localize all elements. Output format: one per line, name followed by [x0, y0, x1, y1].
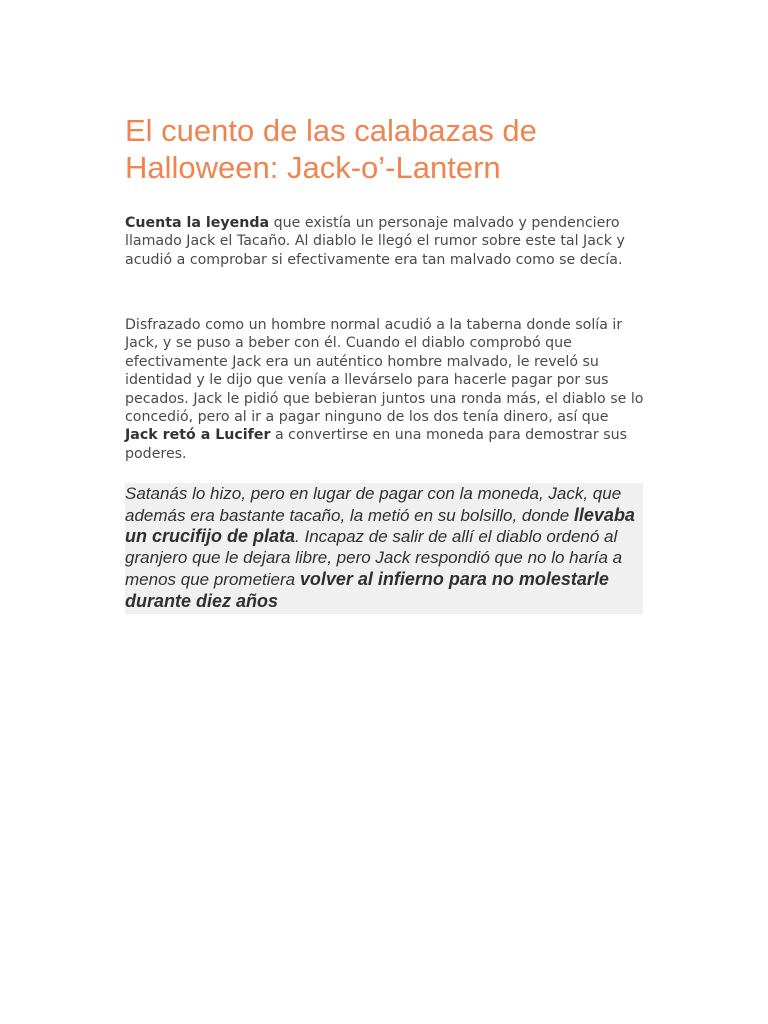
quote-text-middle: . Incapaz de salir de allí el diablo ordenó al granjero que le dejara libre, pero Jack respondió que no lo haría a menos que prometiera	[125, 527, 623, 589]
quote-bold-hell: volver al infierno para no molestarle durante diez años	[125, 568, 609, 611]
paragraph-tavern-text-after: a convertirse en una moneda para demostrar sus poderes.	[125, 427, 627, 462]
paragraph-tavern	[125, 316, 645, 463]
quote-bold-crucifix: llevaba un crucifijo de plata	[125, 504, 635, 547]
quote-text-before: Satanás lo hizo, pero en lugar de pagar con la moneda, Jack, que además era bastante tacaño, la metió en su bolsillo, donde	[125, 484, 622, 525]
paragraph-intro-text: que existía un personaje malvado y pendenciero llamado Jack el Tacaño. Al diablo le llegó el rumor sobre este tal Jack y acudió a comprobar si efectivamente era tan malvado como se decía.	[125, 215, 625, 268]
paragraph-intro-bold: Cuenta la leyenda	[125, 215, 270, 231]
paragraph-tavern-bold: Jack retó a Lucifer	[125, 427, 271, 444]
paragraph-tavern-text-before: Disfrazado como un hombre normal acudió a la taberna donde solía ir Jack, y se puso a beber con él. Cuando el diablo comprobó que efectivamente Jack era un auténtico hombre malvado, le reveló su identidad y le dijo que venía a llevárselo para hacerle pagar por sus pecados. Jack le pidió que bebieran juntos una ronda más, el diablo se lo concedió, pero al ir a pagar ninguno de los dos tenía dinero, así que	[125, 317, 644, 426]
paragraph-intro	[125, 214, 645, 269]
article-title: El cuento de las calabazas de Halloween: Jack-o’-Lantern	[125, 113, 537, 185]
highlighted-quote	[125, 483, 643, 614]
